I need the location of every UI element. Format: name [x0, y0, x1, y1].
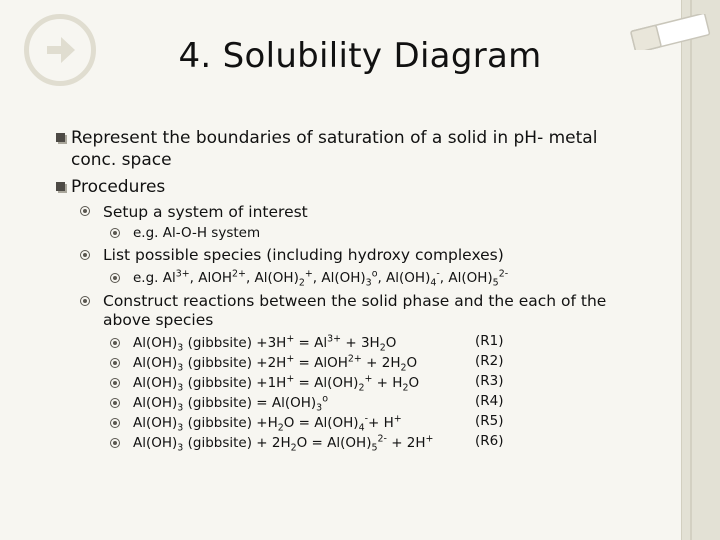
circle-bullet-icon [110, 398, 120, 408]
reaction-label: (R1) [475, 333, 504, 349]
sub-bullet-text-continued: above species [103, 311, 214, 329]
reaction-label: (R3) [475, 373, 504, 389]
sub-bullet-text: Setup a system of interest [103, 203, 308, 221]
circle-bullet-icon [110, 273, 120, 283]
reaction-r4: $Al(OH)_3$ (gibbsite) = $Al(OH)_3^o$ [133, 393, 328, 414]
bullet-text: Represent the boundaries of saturation of a solid in pH- metal [71, 128, 598, 148]
circle-bullet-icon [110, 418, 120, 428]
slide-title: 4. Solubility Diagram [178, 36, 542, 76]
reaction-label: (R6) [475, 433, 504, 449]
reaction-label: (R5) [475, 413, 504, 429]
circle-bullet-icon [110, 358, 120, 368]
sub-bullet-text: List possible species (including hydroxy complexes) [103, 246, 504, 264]
reaction-r1: $Al(OH)_3$ (gibbsite) $+3H^+ = Al^{3+} + 3H_2O$ [133, 333, 397, 354]
circle-bullet-icon [110, 228, 120, 238]
species-list: e.g. $Al^{3+}$, AlOH$^{2+}$, $Al(OH)_2^+$, $Al(OH)_3^o$, $Al(OH)_4^-$, $Al(OH)_5^{2-}$ [133, 268, 509, 289]
sidebar-decoration [681, 0, 720, 540]
square-bullet-icon [56, 133, 65, 142]
circle-bullet-icon [110, 378, 120, 388]
reaction-r6: $Al(OH)_3$ (gibbsite) + $2H_2O = Al(OH)_5^{2-} + 2H^+$ [133, 433, 434, 454]
sidebar-stripe [690, 0, 692, 540]
circle-bullet-icon [80, 206, 90, 216]
reaction-label: (R4) [475, 393, 504, 409]
bullet-text-continued: conc. space [71, 150, 172, 170]
reaction-r3: $Al(OH)_3$ (gibbsite) $+1H^+ = Al(OH)_2^+ + H_2O$ [133, 373, 420, 394]
circle-bullet-icon [110, 338, 120, 348]
square-bullet-icon [56, 182, 65, 191]
sub-bullet-text: Construct reactions between the solid phase and the each of the [103, 292, 607, 310]
reaction-label: (R2) [475, 353, 504, 369]
circle-bullet-icon [110, 438, 120, 448]
bullet-text: Procedures [71, 177, 166, 197]
reaction-r2: $Al(OH)_3$ (gibbsite) +2H+ = AlOH$^{2+}$ + $2H_2O$ [133, 353, 418, 374]
circle-bullet-icon [80, 250, 90, 260]
circle-bullet-icon [80, 296, 90, 306]
reaction-r5: $Al(OH)_3$ (gibbsite) $+H_2O = Al(OH)_4^-+ H^+$ [133, 413, 402, 434]
example-text: e.g. Al-O-H system [133, 225, 261, 241]
